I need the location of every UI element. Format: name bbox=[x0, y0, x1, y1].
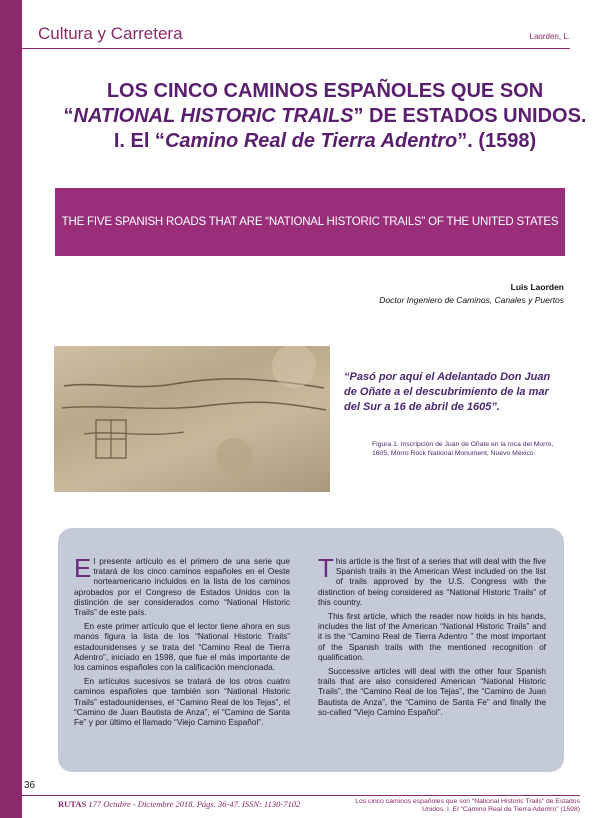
title-line-1: LOS CINCO CAMINOS ESPAÑOLES QUE SON bbox=[106, 80, 544, 102]
left-color-bar bbox=[0, 0, 22, 818]
spanish-paragraph-2: En este primer artículo que el lector tiene ahora en sus manos figura la lista de los “National Historic Trails” estadounidenses y se trata del “Camino Real de Tierra Adentro”, iniciado en 1598, que fue el más importante de los caminos españoles con la calificación mencionada. bbox=[74, 621, 290, 673]
spanish-paragraph-3: En artículos sucesivos se tratará de los otros cuatro caminos españoles que también son “National Historic Trails” estadounidenses, el “Camino Real de los Tejas”, el “Camino de Juan Bautista de Anza”, el “Camino de Santa Fe” y por último el llamado “Viejo Camino Español”. bbox=[74, 676, 290, 728]
spanish-paragraph-1: El presente artículo es el primero de una serie que tratará de los cinco caminos españoles en el Oeste norteamericano incluidos en la lista de los caminos aprobados por el Congreso de Estados Unidos con la distinción de ser considerados como “National Historic Trails” de este país. bbox=[74, 553, 290, 618]
author-name: Luis Laorden bbox=[510, 282, 564, 292]
figure-caption: Figura 1. Inscripción de Juan de Oñate en la roca del Morro, 1605, Morro Rock National Monument, Nuevo México. bbox=[372, 441, 554, 457]
header-rule bbox=[22, 48, 570, 49]
english-paragraph-2: This first article, which the reader now holds in his hands, includes the list of the American “National Historic Trails” and it is the “Camino Real de Tierra Adentro ” the most important of the Spanish trails with the mentioned recognition of qualification. bbox=[318, 611, 546, 662]
english-title-banner bbox=[55, 188, 565, 256]
page-number: 36 bbox=[24, 780, 36, 791]
author-role: Doctor Ingeniero de Caminos, Canales y Puertos bbox=[379, 295, 564, 305]
english-column bbox=[318, 553, 546, 721]
english-paragraph-3: Successive articles will deal with the other four Spanish trails that are also considered American “National Historic Trails”, the “Camino Real de los Tejas”, the “Camino de Juan Bautista de Anza”, the “Camino de Santa Fe” and finally the so-called “Viejo Camino Español”. bbox=[318, 666, 546, 717]
title-line-2: “NATIONAL HISTORIC TRAILS” DE ESTADOS UNIDOS. bbox=[63, 105, 587, 127]
footer-rule bbox=[22, 795, 580, 796]
header-author: Laorden, L. bbox=[529, 32, 570, 41]
english-paragraph-1: This article is the first of a series that will deal with the five Spanish trails in the American West included on the list of trails approved by the U.S. Congress with the distinction of being considered as “National Historic Trails” of this country. bbox=[318, 553, 546, 607]
spanish-column bbox=[74, 553, 290, 731]
inscription-quote: “Pasó por aquí el Adelantado Don Juan de Oñate a el descubrimiento de la mar del Sur a 16 de abril de 1605”. bbox=[344, 371, 551, 413]
running-footer-title: Los cinco caminos españoles que son “National Historic Trails” de Estados Unidos. I. El “Camino Real de Tierra Adentro” (1598) bbox=[355, 798, 580, 813]
english-dropcap: T bbox=[318, 553, 334, 583]
rock-inscription-photo bbox=[54, 346, 330, 492]
title-line-3: I. El “Camino Real de Tierra Adentro”. (1598) bbox=[113, 130, 537, 152]
english-title: THE FIVE SPANISH ROADS THAT ARE “NATIONAL HISTORIC TRAILS” OF THE UNITED STATES bbox=[61, 216, 559, 228]
section-title: Cultura y Carretera bbox=[38, 24, 183, 43]
spanish-dropcap: E bbox=[74, 553, 92, 583]
journal-citation: RUTAS 177 Octubre - Diciembre 2018. Págs. 36-47. ISSN: 1130-7102 bbox=[58, 799, 301, 809]
